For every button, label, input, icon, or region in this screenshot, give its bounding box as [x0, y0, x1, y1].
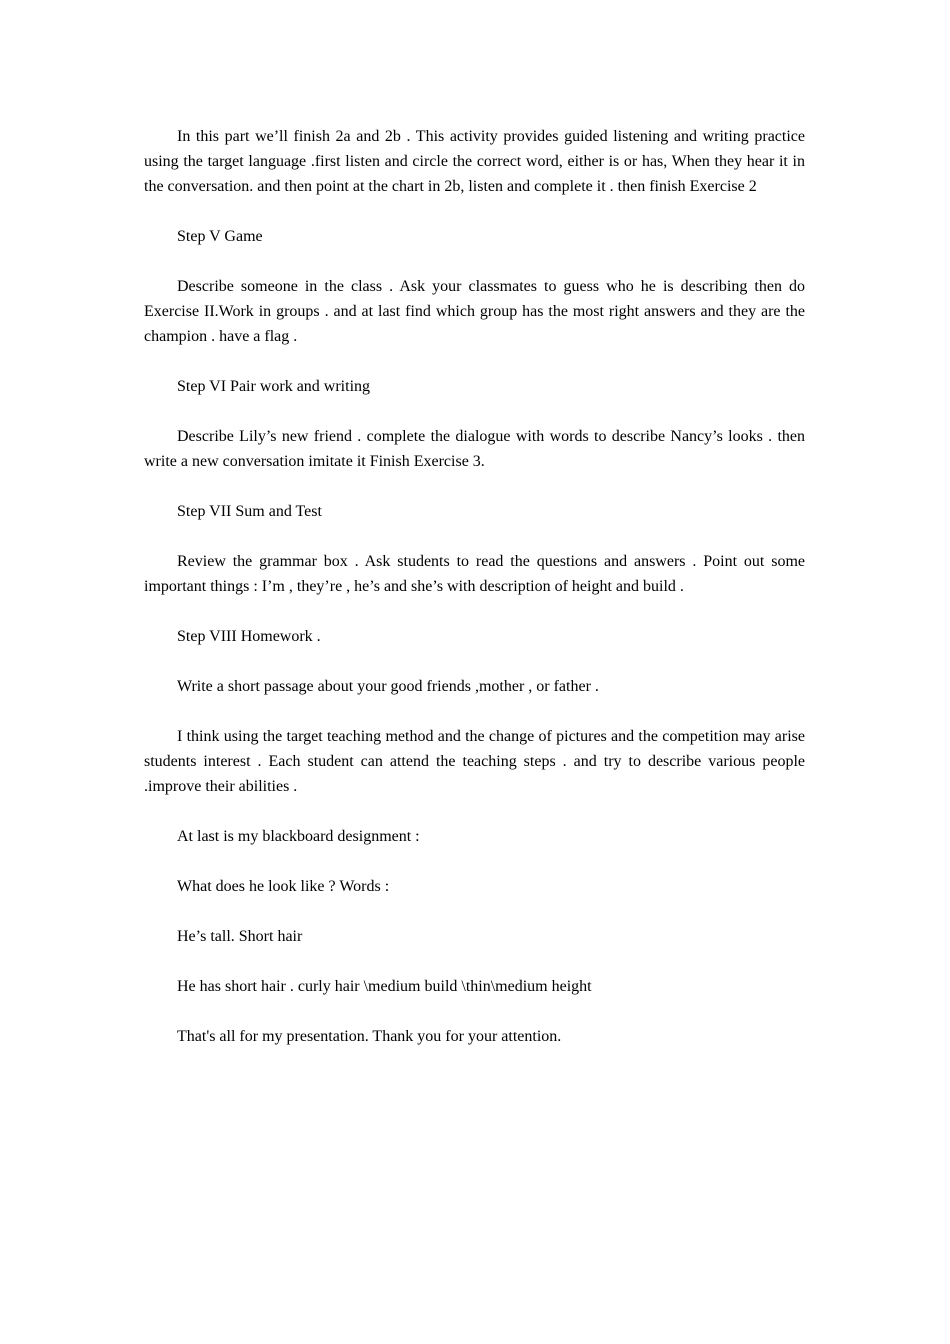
heading-step-viii: Step VIII Homework .	[177, 628, 321, 645]
paragraph-blackboard-example-2: He has short hair . curly hair \medium build \thin\medium height	[177, 978, 592, 995]
paragraph-sum-and-test: Review the grammar box . Ask students to read the questions and answers . Point out some important things : I’m , they’re , he’s and she’s with description of height and build .	[144, 553, 805, 595]
paragraph-pair-work: Describe Lily’s new friend . complete the dialogue with words to describe Nancy’s looks . then write a new conversation imitate it Finish Exercise 3.	[144, 428, 805, 470]
paragraph-game: Describe someone in the class . Ask your classmates to guess who he is describing then do Exercise II.Work in groups . and at last find which group has the most right answers and they are the champion . have a flag .	[144, 278, 805, 345]
paragraph-blackboard-question: What does he look like ? Words :	[177, 878, 390, 895]
heading-step-v: Step V Game	[177, 228, 263, 245]
paragraph-method-reflection: I think using the target teaching method and the change of pictures and the competition may arise students interest . Each student can attend the teaching steps . and try to describe various people .improve their abilities .	[144, 728, 805, 795]
document-body	[144, 124, 805, 1049]
heading-step-vii: Step VII Sum and Test	[177, 503, 322, 520]
heading-step-vi: Step VI Pair work and writing	[177, 378, 371, 395]
paragraph-listening-practice: In this part we’ll finish 2a and 2b . This activity provides guided listening and writing practice using the target language .first listen and circle the correct word, either is or has, When they hear it in the conversation. and then point at the chart in 2b, listen and complete it . then finish Exercise 2	[144, 128, 805, 195]
paragraph-homework: Write a short passage about your good friends ,mother , or father .	[177, 678, 599, 695]
paragraph-blackboard-example-1: He’s tall. Short hair	[177, 928, 303, 945]
paragraph-blackboard-intro: At last is my blackboard designment :	[177, 828, 420, 845]
paragraph-closing: That's all for my presentation. Thank you for your attention.	[177, 1028, 562, 1045]
